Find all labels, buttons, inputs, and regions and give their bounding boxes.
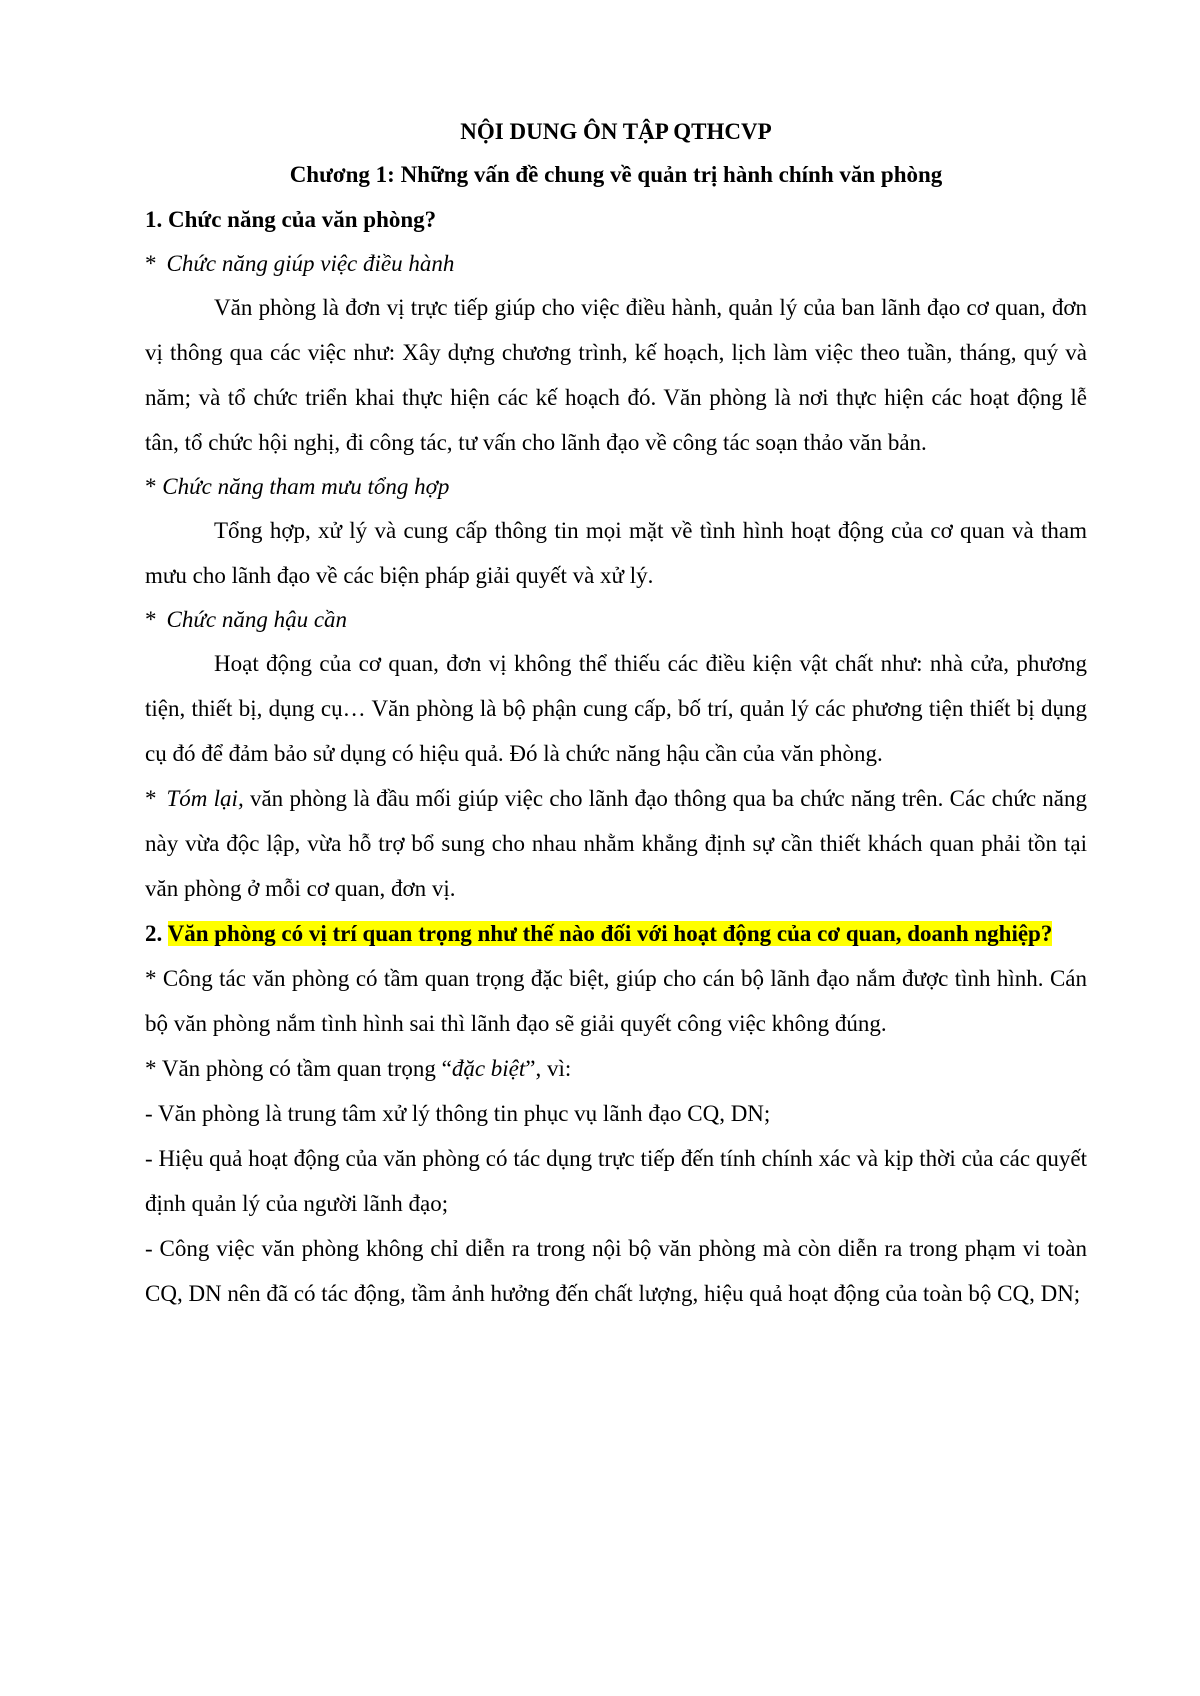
section-3-title	[145, 598, 1087, 641]
question-1-heading: 1. Chức năng của văn phòng?	[145, 207, 437, 232]
list-item: - Hiệu quả hoạt động của văn phòng có tác dụng trực tiếp đến tính chính xác và kịp thời của các quyết định quản lý của người lãnh đạo;	[145, 1146, 1087, 1216]
section-1-title-text: Chức năng giúp việc điều hành	[166, 251, 455, 276]
summary-paragraph	[145, 776, 1087, 911]
document-body	[145, 112, 1087, 1316]
list-item: - Công việc văn phòng không chỉ diễn ra trong nội bộ văn phòng mà còn diễn ra trong phạm vi toàn CQ, DN nên đã có tác động, tầm ảnh hưởng đến chất lượng, hiệu quả hoạt động của toàn bộ CQ, DN;	[145, 1236, 1087, 1306]
section-1-paragraph: Văn phòng là đơn vị trực tiếp giúp cho việc điều hành, quản lý của ban lãnh đạo cơ quan, đơn vị thông qua các việc như: Xây dựng chương trình, kế hoạch, lịch làm việc theo tuần, tháng, quý và năm; và tổ chức triển khai thực hiện các kế hoạch đó. Văn phòng là nơi thực hiện các hoạt động lễ tân, tổ chức hội nghị, đi công tác, tư vấn cho lãnh đạo về công tác soạn thảo văn bản.	[145, 295, 1087, 455]
summary-lead: Tóm lại,	[166, 786, 244, 811]
bullet-star: *	[145, 786, 157, 811]
list-item: - Văn phòng là trung tâm xử lý thông tin phục vụ lãnh đạo CQ, DN;	[145, 1101, 771, 1126]
chapter-heading: Chương 1: Những vấn đề chung về quản trị hành chính văn phòng	[289, 162, 943, 187]
p2-italic: đặc biệt	[451, 1056, 526, 1081]
summary-text: văn phòng là đầu mối giúp việc cho lãnh đạo thông qua ba chức năng trên. Các chức năng này vừa độc lập, vừa hỗ trợ bổ sung cho nhau nhằm khẳng định sự cần thiết khách quan phải tồn tại văn phòng ở mỗi cơ quan, đơn vị.	[145, 786, 1087, 901]
question-2-highlighted-text: Văn phòng có vị trí quan trọng như thế nào đối với hoạt động của cơ quan, doanh nghiệp?	[167, 921, 1053, 946]
section-1-title	[145, 242, 1087, 285]
section-2-paragraph: Tổng hợp, xử lý và cung cấp thông tin mọi mặt về tình hình hoạt động của cơ quan và tham mưu cho lãnh đạo về các biện pháp giải quyết và xử lý.	[145, 518, 1087, 588]
document-title: NỘI DUNG ÔN TẬP QTHCVP	[460, 119, 772, 144]
question-2-heading	[145, 911, 1087, 956]
bullet-star: *	[145, 607, 157, 632]
bullet-star: *	[145, 251, 157, 276]
section-2-title-text: Chức năng tham mưu tổng hợp	[162, 474, 450, 499]
question-2-paragraph-2	[145, 1046, 1087, 1091]
bullet-star: *	[145, 474, 157, 499]
p2-after: ”, vì:	[525, 1056, 572, 1081]
question-2-paragraph-1: * Công tác văn phòng có tầm quan trọng đặc biệt, giúp cho cán bộ lãnh đạo nắm được tình hình. Cán bộ văn phòng nắm tình hình sai thì lãnh đạo sẽ giải quyết công việc không đúng.	[145, 966, 1087, 1036]
section-2-title	[145, 465, 1087, 508]
question-2-number: 2.	[145, 921, 163, 946]
p2-before: * Văn phòng có tầm quan trọng “	[145, 1056, 452, 1081]
section-3-title-text: Chức năng hậu cần	[166, 607, 348, 632]
section-3-paragraph: Hoạt động của cơ quan, đơn vị không thể thiếu các điều kiện vật chất như: nhà cửa, phương tiện, thiết bị, dụng cụ… Văn phòng là bộ phận cung cấp, bố trí, quản lý các phương tiện thiết bị dụng cụ đó để đảm bảo sử dụng có hiệu quả. Đó là chức năng hậu cần của văn phòng.	[145, 651, 1087, 766]
